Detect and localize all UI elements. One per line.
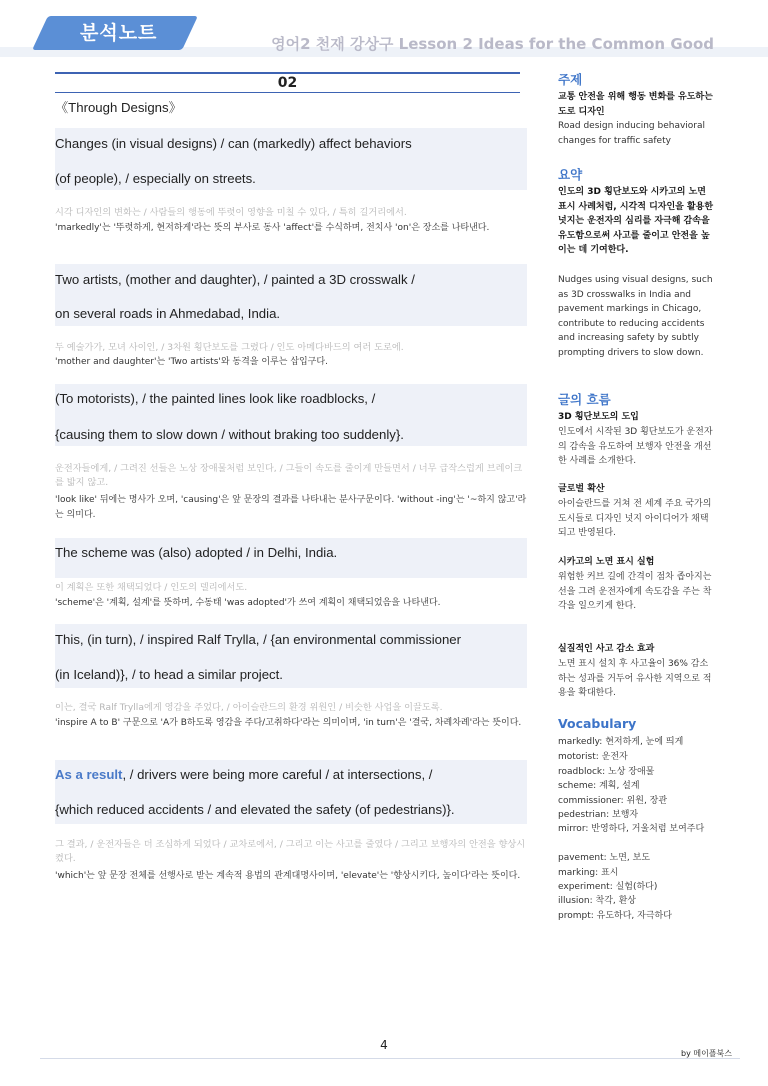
flow-2-title: 글로벌 확산 bbox=[558, 484, 605, 494]
sentence-1-note: 'markedly'는 '뚜렷하게, 현저하게'라는 뜻의 부사로 동사 'affect'를 수식하며, 전치사 'on'은 장소를 나타낸다. bbox=[55, 223, 490, 233]
sentence-2-line-2: on several roads in Ahmedabad, India. bbox=[55, 306, 281, 321]
sentence-3-line-1: (To motorists), / the painted lines look like roadblocks, / bbox=[55, 391, 376, 406]
section-bottom-rule bbox=[55, 92, 520, 93]
page-number: 4 bbox=[380, 1038, 388, 1052]
sentence-5-korean: 이는, 결국 Ralf Trylla에게 영감을 주었다, / 아이슬란드의 환경 위원인 / 비슷한 사업을 이끌도록. bbox=[55, 702, 443, 713]
sentence-6-line-2: {which reduced accidents / and elevated the safety (of pedestrians)}. bbox=[55, 802, 455, 817]
sentence-6-lead: As a result bbox=[55, 767, 123, 782]
flow-1-text: 인도에서 시작된 3D 횡단보도가 운전자의 감속을 유도하여 보행자 안전을 개선한 사례를 소개한다. bbox=[558, 427, 713, 466]
section-number: 02 bbox=[277, 75, 298, 91]
theme-korean: 교통 안전을 위해 행동 변화를 유도하는 도로 디자인 bbox=[558, 92, 713, 117]
sentence-6-note: 'which'는 앞 문장 전체를 선행사로 받는 계속적 용법의 관계대명사이며, 'elevate'는 '향상시키다, 높이다'라는 뜻이다. bbox=[55, 871, 521, 881]
sentence-1-korean: 시각 디자인의 변화는 / 사람들의 행동에 뚜렷이 영향을 미칠 수 있다, / 특히 길거리에서. bbox=[55, 207, 407, 218]
vocab-item: scheme: 계획, 설계 bbox=[558, 781, 640, 791]
vocab-item: roadblock: 노상 장애물 bbox=[558, 767, 655, 777]
theme-english: Road design inducing behavioral changes for traffic safety bbox=[558, 121, 706, 146]
source-title: 《Through Designs》 bbox=[55, 100, 182, 115]
vocab-item: marking: 표시 bbox=[558, 868, 619, 878]
sentence-5-line-1: This, (in turn), / inspired Ralf Trylla, / {an environmental commissioner bbox=[55, 632, 462, 647]
summary-english: Nudges using visual designs, such as 3D crosswalks in India and pavement markings in Chicago, contribute to reducing accidents and increasing safety by subtly prompting drivers to slow down. bbox=[558, 275, 713, 358]
section-top-rule bbox=[55, 72, 520, 74]
sentence-6-line-1 bbox=[55, 767, 527, 782]
sentence-5-note: 'inspire A to B' 구문으로 'A가 B하도록 영감을 주다/고취하다'라는 의미이며, 'in turn'은 '결국, 차례차례'라는 뜻이다. bbox=[55, 718, 522, 728]
flow-1-title: 3D 횡단보도의 도입 bbox=[558, 412, 639, 422]
footer-rule bbox=[40, 1058, 740, 1059]
sentence-3-note: 'look like' 뒤에는 명사가 오며, 'causing'은 앞 문장의 결과를 나타내는 분사구문이다. 'without -ing'는 '~하지 않고'라는 의미다. bbox=[55, 495, 527, 520]
sentence-6-korean: 그 결과, / 운전자들은 더 조심하게 되었다 / 교차로에서, / 그리고 이는 사고를 줄였다 / 그리고 보행자의 안전을 향상시켰다. bbox=[55, 839, 526, 864]
sentence-3-line-2: {causing them to slow down / without braking too suddenly}. bbox=[55, 427, 404, 442]
sentence-4-korean: 이 계획은 또한 채택되었다 / 인도의 델리에서도. bbox=[55, 582, 248, 593]
flow-4-text: 노면 표시 설치 후 사고율이 36% 감소하는 성과를 거두어 유사한 지역으로 적용을 확대한다. bbox=[558, 659, 712, 698]
sentence-2-note: 'mother and daughter'는 'Two artists'와 동격을 이루는 삽입구다. bbox=[55, 357, 328, 367]
header-tab-label: 분석노트 bbox=[80, 22, 158, 44]
summary-korean: 인도의 3D 횡단보도와 시카고의 노면 표시 사례처럼, 시각적 디자인을 활용한 넛지는 운전자의 심리를 자극해 감속을 유도함으로써 사고를 줄이고 안전을 높이는 데 기여한다. bbox=[558, 187, 714, 255]
vocab-item: motorist: 운전자 bbox=[558, 752, 628, 762]
theme-heading: 주제 bbox=[558, 72, 583, 87]
summary-heading: 요약 bbox=[558, 167, 583, 182]
sentence-2-line-1: Two artists, (mother and daughter), / painted a 3D crosswalk / bbox=[55, 272, 415, 287]
vocab-item: pedestrian: 보행자 bbox=[558, 810, 639, 820]
flow-4-title: 실질적인 사고 감소 효과 bbox=[558, 644, 655, 654]
sentence-1-line-2: (of people), / especially on streets. bbox=[55, 171, 256, 186]
flow-3-title: 시카고의 노면 표시 실험 bbox=[558, 557, 655, 567]
sentence-3-korean: 운전자들에게, / 그려진 선들은 노상 장애물처럼 보인다, / 그들이 속도를 줄이게 만들면서 / 너무 급작스럽게 브레이크를 밟지 않고. bbox=[55, 463, 523, 488]
header-title: 영어2 천재 강상구 Lesson 2 Ideas for the Common Good bbox=[271, 35, 714, 53]
sentence-6-line-1-text: , / drivers were being more careful / at intersections, / bbox=[122, 767, 433, 782]
vocab-item: mirror: 반영하다, 거울처럼 보여주다 bbox=[558, 824, 705, 834]
sentence-5-line-2: (in Iceland)}, / to head a similar project. bbox=[55, 667, 283, 682]
sentence-4-note: 'scheme'은 '계획, 설계'를 뜻하며, 수동태 'was adopted'가 쓰여 계획이 채택되었음을 나타낸다. bbox=[55, 598, 441, 608]
vocab-item: illusion: 착각, 환상 bbox=[558, 896, 636, 906]
sentence-1-line-1: Changes (in visual designs) / can (markedly) affect behaviors bbox=[55, 136, 412, 151]
vocab-item: markedly: 현저하게, 눈에 띄게 bbox=[558, 737, 684, 747]
vocab-item: pavement: 노면, 보도 bbox=[558, 853, 651, 863]
vocab-item: experiment: 실험(하다) bbox=[558, 882, 658, 892]
vocab-item: commissioner: 위원, 장관 bbox=[558, 796, 668, 806]
vocab-heading: Vocabulary bbox=[558, 716, 637, 731]
vocab-item: prompt: 유도하다, 자극하다 bbox=[558, 911, 672, 921]
flow-2-text: 아이슬란드를 거쳐 전 세계 주요 국가의 도시들로 디자인 넛지 아이디어가 채택되고 반영된다. bbox=[558, 499, 712, 538]
publisher-credit: by 메이플북스 bbox=[681, 1049, 732, 1058]
sentence-2-korean: 두 예술가가, 모녀 사이인, / 3차원 횡단보도를 그렸다 / 인도 아메다바드의 여러 도로에. bbox=[55, 342, 404, 353]
flow-heading: 글의 흐름 bbox=[558, 392, 611, 407]
sentence-4-line-1: The scheme was (also) adopted / in Delhi, India. bbox=[55, 545, 338, 560]
flow-3-text: 위험한 커브 길에 간격이 점차 좁아지는 선을 그려 운전자에게 속도감을 주는 착각을 일으키게 한다. bbox=[558, 572, 712, 611]
